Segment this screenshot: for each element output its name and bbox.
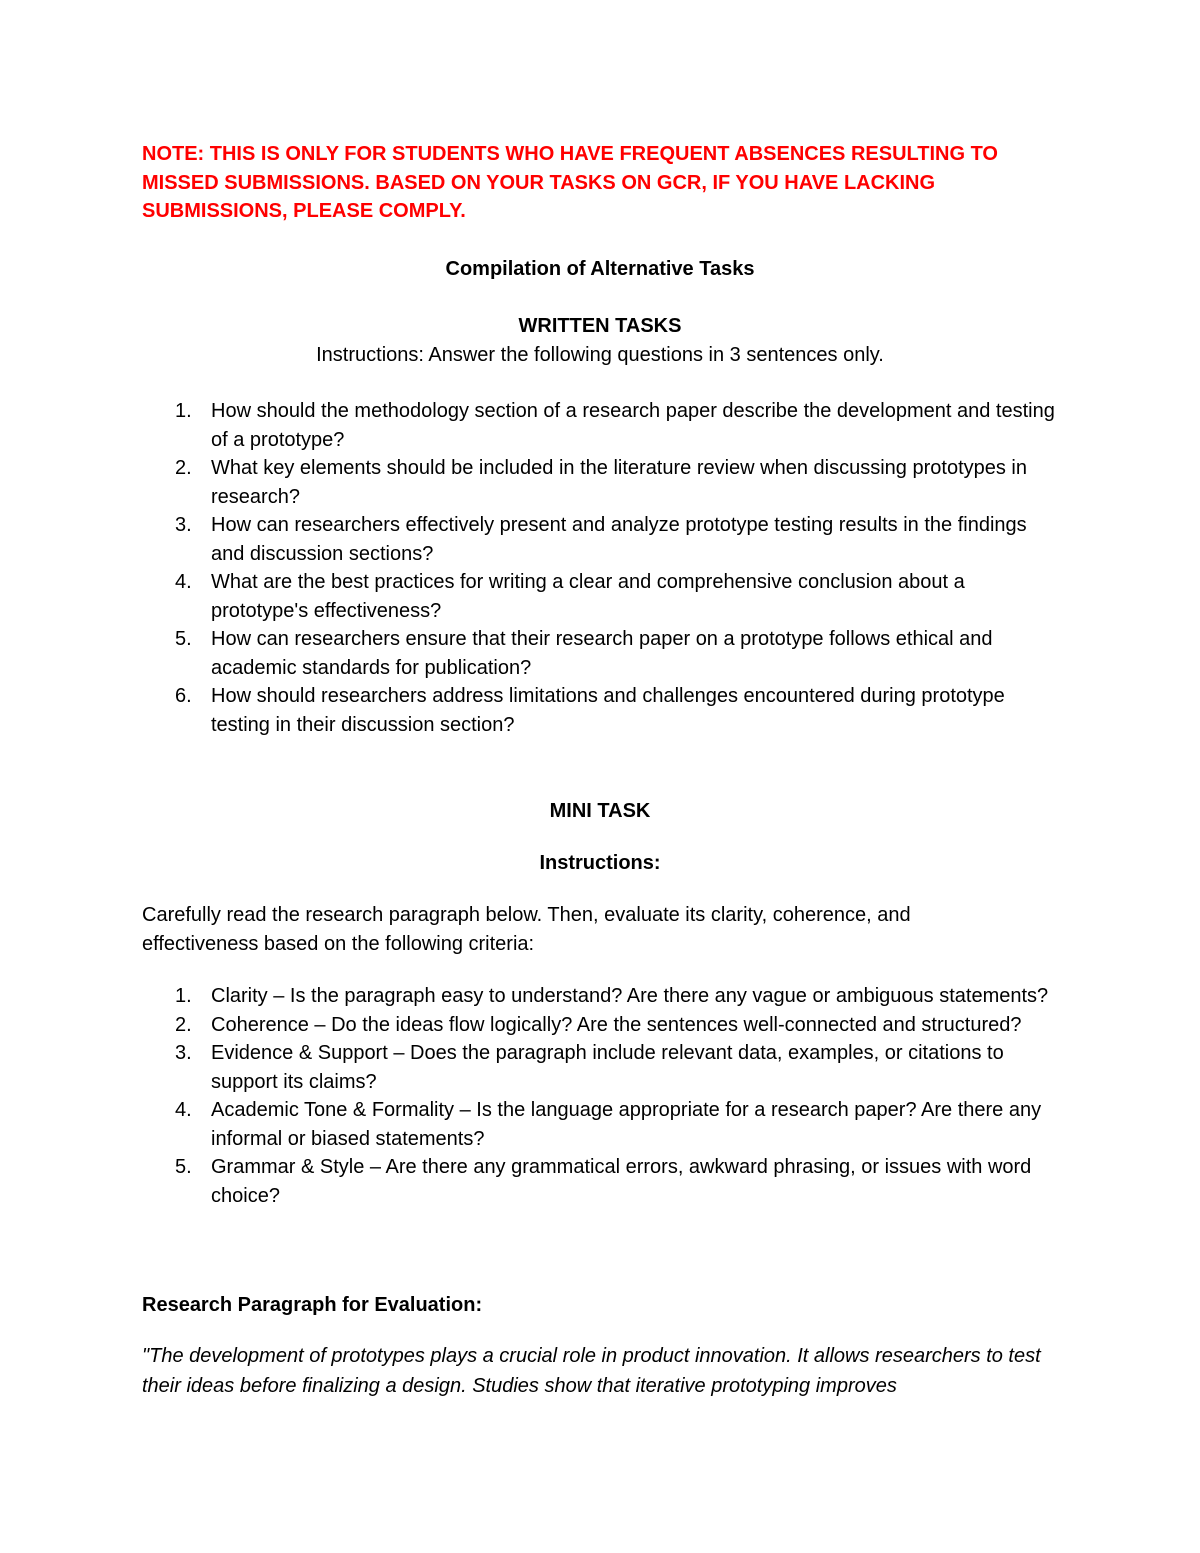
evaluation-criteria: [142, 982, 1062, 1210]
research-paragraph-heading: Research Paragraph for Evaluation:: [142, 1294, 483, 1316]
mini-task-intro: Carefully read the research paragraph below. Then, evaluate its clarity, coherence, and effectiveness based on the following criteria:: [142, 904, 911, 955]
list-item: 1. Clarity – Is the paragraph easy to understand? Are there any vague or ambiguous statements?: [175, 985, 1049, 1007]
mini-task-instructions-label: Instructions:: [539, 852, 661, 874]
document-title: Compilation of Alternative Tasks: [445, 258, 755, 280]
list-item: 3. How can researchers effectively present and analyze prototype testing results in the findings and discussion sections?: [175, 514, 1027, 565]
list-item: 4. Academic Tone & Formality – Is the language appropriate for a research paper? Are there any informal or biased statements?: [175, 1099, 1042, 1150]
list-item: 5. How can researchers ensure that their research paper on a prototype follows ethical and academic standards for publication?: [175, 628, 993, 679]
list-item: 4. What are the best practices for writing a clear and comprehensive conclusion about a prototype's effectiveness?: [175, 571, 965, 622]
mini-task-heading: MINI TASK: [549, 800, 651, 822]
list-item: 2. Coherence – Do the ideas flow logically? Are the sentences well-connected and structured?: [175, 1013, 1022, 1036]
list-item: 5. Grammar & Style – Are there any grammatical errors, awkward phrasing, or issues with word choice?: [175, 1156, 1032, 1207]
list-item: 1. How should the methodology section of a research paper describe the development and testing of a prototype?: [175, 400, 1055, 451]
list-item: 3. Evidence & Support – Does the paragraph include relevant data, examples, or citations to support its claims?: [175, 1042, 1004, 1093]
note-warning: NOTE: THIS IS ONLY FOR STUDENTS WHO HAVE FREQUENT ABSENCES RESULTING TO MISSED SUBMISSIONS. BASED ON YOUR TASKS ON GCR, IF YOU HAVE LACKING SUBMISSIONS, PLEASE COMPLY.: [142, 143, 998, 222]
written-tasks-questions: [142, 397, 1062, 739]
written-tasks-heading: WRITTEN TASKS: [518, 315, 682, 337]
list-item: 2. What key elements should be included in the literature review when discussing prototypes in research?: [175, 457, 1027, 508]
written-tasks-instructions: Instructions: Answer the following questions in 3 sentences only.: [316, 344, 884, 366]
research-paragraph-text: "The development of prototypes plays a crucial role in product innovation. It allows researchers to test their ideas before finalizing a design. Studies show that iterative prototyping improves: [142, 1345, 1041, 1397]
list-item: 6. How should researchers address limitations and challenges encountered during prototype testing in their discussion section?: [175, 685, 1005, 736]
